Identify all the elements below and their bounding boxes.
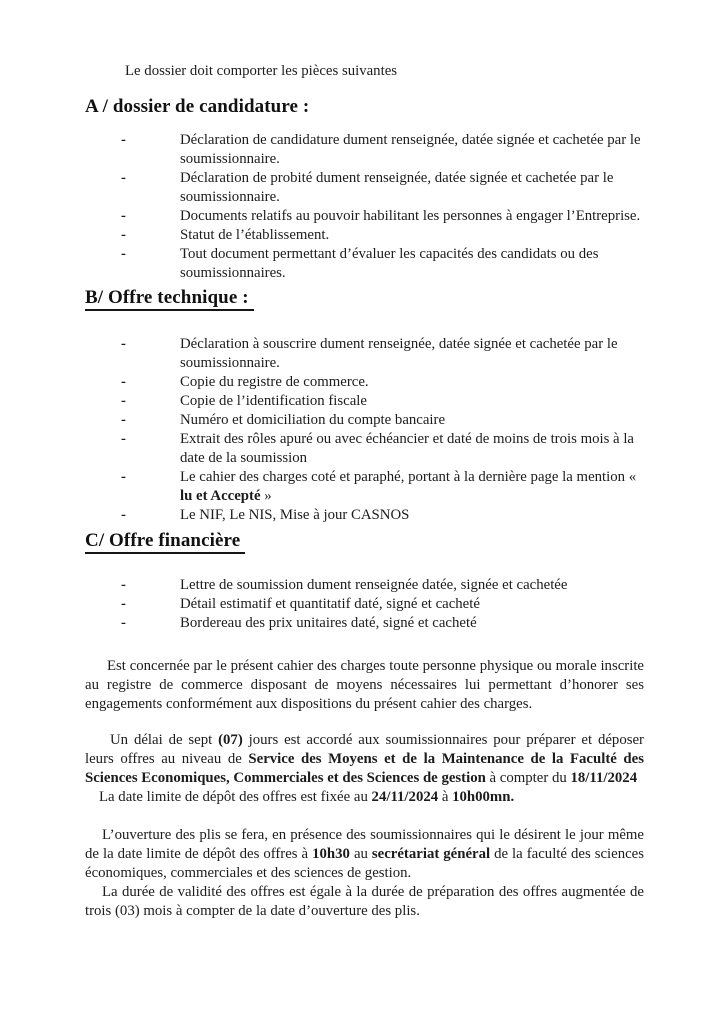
- dash-bullet: -: [121, 393, 126, 409]
- dash-bullet: -: [121, 469, 126, 485]
- text-segment-bold: 18/11/2024: [570, 770, 638, 786]
- list-item-text: Le NIF, Le NIS, Mise à jour CASNOS: [180, 507, 410, 523]
- dash-bullet: -: [121, 577, 126, 593]
- dash-bullet: -: [121, 431, 126, 447]
- list-item: [85, 131, 644, 169]
- text-segment-bold: 10h30: [312, 846, 350, 862]
- list-item: [85, 207, 644, 226]
- paragraph-concernee: Est concernée par le présent cahier des charges toute personne physique ou morale inscrite au registre de commerce disposant de moyens nécessaires lui permettant d’honorer ses engagements conformément aux dispositions du présent cahier des charges.: [85, 658, 644, 712]
- section-c-title: [85, 530, 644, 554]
- dash-bullet: -: [121, 374, 126, 390]
- list-item-text: Lettre de soumission dument renseignée datée, signée et cachetée: [180, 577, 568, 593]
- list-item: [85, 430, 644, 468]
- dash-bullet: -: [121, 615, 126, 631]
- text-segment-bold: lu et Accepté: [180, 488, 261, 504]
- text-segment: de la faculté des sciences économiques, commerciales et des sciences de gestion.: [85, 846, 644, 881]
- list-item: [85, 226, 644, 245]
- list-item-text: Copie de l’identification fiscale: [180, 393, 367, 409]
- section-b-list: [85, 335, 644, 525]
- dash-bullet: -: [121, 227, 126, 243]
- text-segment-bold: (07): [218, 732, 243, 748]
- list-item: [85, 576, 644, 595]
- dash-bullet: -: [121, 507, 126, 523]
- text-segment: jours est accordé aux soumissionnaires pour préparer et déposer leurs offres au niveau de: [85, 732, 644, 767]
- list-item: [85, 595, 644, 614]
- text-segment: au: [349, 846, 372, 862]
- list-item: [85, 245, 644, 283]
- list-item: [85, 411, 644, 430]
- dash-bullet: -: [121, 336, 126, 352]
- section-b-title-text: B/ Offre technique :: [85, 287, 254, 311]
- paragraph-delai: [85, 731, 644, 788]
- dash-bullet: -: [121, 208, 126, 224]
- section-a-list: [85, 131, 644, 283]
- list-item: [85, 468, 644, 506]
- list-item: [85, 335, 644, 373]
- list-item-text: Déclaration de candidature dument renseignée, datée signée et cachetée par le soumissionnaire.: [180, 132, 641, 167]
- list-item-text: Numéro et domiciliation du compte bancaire: [180, 412, 446, 428]
- text-segment: à: [438, 789, 453, 805]
- list-item-text: Documents relatifs au pouvoir habilitant les personnes à engager l’Entreprise.: [180, 208, 641, 224]
- list-item-text: Bordereau des prix unitaires daté, signé et cacheté: [180, 615, 477, 631]
- text-segment-bold: Service des Moyens et de la Maintenance de la Faculté des Sciences Economiques, Commerciales et des Sciences de gestion: [85, 751, 644, 786]
- list-item-text: Déclaration de probité dument renseignée, datée signée et cachetée par le soumissionnaire.: [180, 170, 614, 205]
- dash-bullet: -: [121, 132, 126, 148]
- list-item-text: Déclaration à souscrire dument renseignée, datée signée et cachetée par le soumissionnaire.: [180, 336, 618, 371]
- text-segment-bold: 24/11/2024: [371, 789, 439, 805]
- list-item: [85, 614, 644, 633]
- text-segment: à compter du: [485, 770, 571, 786]
- text-segment-bold: 10h00mn.: [452, 789, 515, 805]
- section-a-title: A / dossier de candidature :: [85, 96, 310, 117]
- dash-bullet: -: [121, 246, 126, 262]
- section-c-list: [85, 576, 644, 633]
- intro-line: Le dossier doit comporter les pièces suivantes: [125, 63, 398, 79]
- list-item-text: Détail estimatif et quantitatif daté, signé et cacheté: [180, 596, 480, 612]
- text-segment: L’ouverture des plis se fera, en présence des soumissionnaires qui le désirent le jour même de la date limite de dépôt des offres à: [85, 827, 644, 862]
- text-segment-bold: secrétariat général: [371, 846, 491, 862]
- section-b-title: [85, 287, 644, 311]
- dash-bullet: -: [121, 412, 126, 428]
- section-c-title-text: C/ Offre financière: [85, 530, 245, 554]
- list-item: [85, 373, 644, 392]
- list-item-text: Copie du registre de commerce.: [180, 374, 369, 390]
- paragraph-ouverture: [85, 826, 644, 883]
- dash-bullet: -: [121, 596, 126, 612]
- dash-bullet: -: [121, 170, 126, 186]
- paragraph-date-limite: [85, 788, 644, 807]
- list-item: [85, 169, 644, 207]
- text-segment: Un délai de sept: [110, 732, 219, 748]
- list-item-text: [180, 468, 644, 506]
- text-segment: La date limite de dépôt des offres est fixée au: [99, 789, 372, 805]
- text-segment: »: [260, 488, 272, 504]
- list-item-text: Statut de l’établissement.: [180, 227, 330, 243]
- paragraph-duree: La durée de validité des offres est égale à la durée de préparation des offres augmentée de trois (03) mois à compter de la date d’ouverture des plis.: [85, 884, 644, 919]
- list-item: [85, 506, 644, 525]
- text-segment: Le cahier des charges coté et paraphé, portant à la dernière page la mention «: [180, 469, 640, 485]
- list-item: [85, 392, 644, 411]
- list-item-text: Extrait des rôles apuré ou avec échéancier et daté de moins de trois mois à la date de la soumission: [180, 431, 634, 466]
- list-item-text: Tout document permettant d’évaluer les capacités des candidats ou des soumissionnaires.: [180, 246, 599, 281]
